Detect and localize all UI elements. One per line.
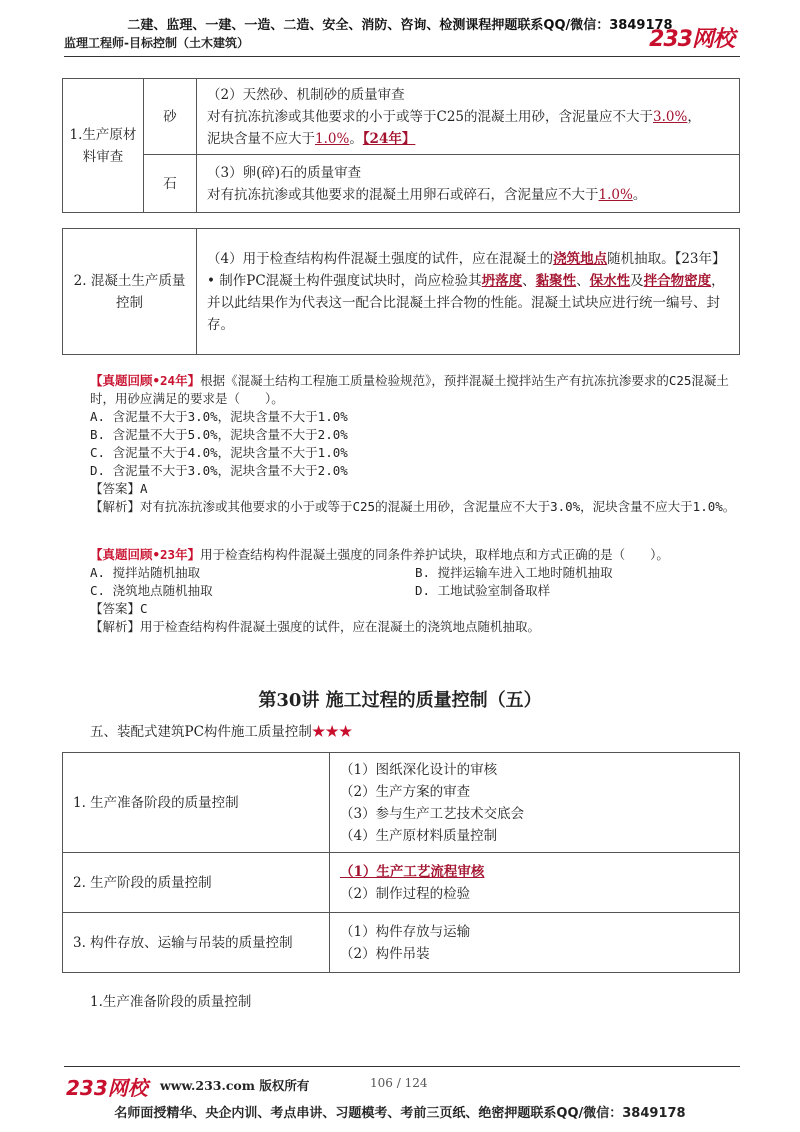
question-23-option: C. 浇筑地点随机抽取 [90, 583, 213, 598]
footer-site[interactable]: www.233.com 版权所有 [160, 1078, 310, 1093]
sand-cell: （2）天然砂、机制砂的质量审查 对有抗冻抗渗或其他要求的小于或等于C25的混凝土用砂，含泥量应不大于3.0%， 泥块含量不应大于1.0%。【24年】 [197, 79, 740, 155]
stage-items: （1）图纸深化设计的审核 （2）生产方案的审查 （3）参与生产工艺技术交底会 （4）生产原材料质量控制 [330, 753, 740, 853]
header-subtitle: 监理工程师-目标控制（土木建筑） [64, 36, 249, 50]
sand-clay-limit: 1.0% [315, 130, 350, 147]
keyword-mix-density: 拌合物密度 [643, 272, 712, 289]
lecture-title: 第30讲 施工过程的质量控制（五） [258, 690, 542, 711]
paragraph-heading: 1.生产准备阶段的质量控制 [90, 994, 252, 1010]
sand-mud-limit: 3.0% [653, 108, 688, 125]
question-24-option: B. 含泥量不大于5.0%，泥块含量不大于2.0% [90, 427, 348, 442]
footer-promo: 名师面授精华、央企内训、考点串讲、习题模考、考前三页纸、绝密押题联系QQ/微信：3849178 [114, 1106, 686, 1121]
question-24-option: D. 含泥量不大于3.0%，泥块含量不大于2.0% [90, 463, 348, 478]
question-23-option: B. 搅拌运输车进入工地时随机抽取 [415, 565, 613, 580]
stone-title: （3）卵(碎)石的质量审查 [207, 164, 362, 181]
page-number: 106 / 124 [370, 1076, 428, 1090]
question-23-analysis: 【解析】用于检查结构构件混凝土强度的试件，应在混凝土的浇筑地点随机抽取。 [90, 619, 541, 634]
keyword-cohesion: 黏聚性 [535, 272, 577, 289]
stage-label: 2. 生产阶段的质量控制 [63, 853, 330, 913]
section-heading: 五、装配式建筑PC构件施工质量控制★★★ [90, 724, 353, 740]
question-23-tag: 【真题回顾•23年】 [90, 547, 201, 562]
question-23-option: A. 搅拌站随机抽取 [90, 565, 201, 580]
stone-cell: （3）卵(碎)石的质量审查 对有抗冻抗渗或其他要求的混凝土用卵石或碎石，含泥量应不大于1.0%。 [197, 155, 740, 213]
stage-label: 1. 生产准备阶段的质量控制 [63, 753, 330, 853]
stage-label: 3. 构件存放、运输与吊装的质量控制 [63, 913, 330, 973]
question-24 [90, 372, 740, 516]
question-24-option: A. 含泥量不大于3.0%，泥块含量不大于1.0% [90, 409, 348, 424]
raw-material-table [62, 78, 740, 213]
question-23-option: D. 工地试验室制备取样 [415, 583, 551, 598]
stone-label: 石 [144, 155, 197, 213]
sand-label: 砂 [144, 79, 197, 155]
question-24-tag: 【真题回顾•24年】 [90, 373, 201, 388]
question-23 [90, 546, 740, 636]
question-24-option: C. 含泥量不大于4.0%，泥块含量不大于1.0% [90, 445, 348, 460]
keyword-process-review: （1）生产工艺流程审核 [340, 863, 485, 880]
footer-logo: 233网校 [66, 1076, 148, 1100]
header-promo: 二建、监理、一建、一造、二造、安全、消防、咨询、检测课程押题联系QQ/微信：3849178 [127, 18, 673, 33]
concrete-cell: （4）用于检查结构构件混凝土强度的试件，应在混凝土的浇筑地点随机抽取。【23年】 • 制作PC混凝土构件强度试块时，尚应检验其坍落度、黏聚性、保水性及拌合物密度，并以此结果作为代表这一配合比混凝土拌合物的性能。混凝土试块应进行统一编号、封存。 [197, 229, 740, 355]
stone-mud-limit: 1.0% [598, 186, 633, 203]
sand-title: （2）天然砂、机制砂的质量审查 [207, 86, 405, 103]
question-23-answer: 【答案】C [90, 601, 148, 616]
brand-logo: 233网校 [649, 27, 734, 52]
concrete-production-table [62, 228, 740, 355]
question-24-answer: 【答案】A [90, 481, 148, 496]
header-divider [64, 56, 740, 57]
question-23-stem: 用于检查结构构件混凝土强度的同条件养护试块，取样地点和方式正确的是（ ）。 [200, 547, 669, 562]
stage-items: （1）生产工艺流程审核 （2）制作过程的检验 [330, 853, 740, 913]
importance-stars: ★★★ [311, 724, 353, 740]
keyword-slump: 坍落度 [481, 272, 523, 289]
stage-items: （1）构件存放与运输 （2）构件吊装 [330, 913, 740, 973]
pc-quality-table [62, 752, 740, 973]
question-24-analysis: 【解析】对有抗冻抗渗或其他要求的小于或等于C25的混凝土用砂，含泥量应不大于3.0%，泥块含量不应大于1.0%。 [90, 499, 736, 514]
question-24-stem: 根据《混凝土结构工程施工质量检验规范》，预拌混凝土搅拌站生产有抗冻抗渗要求的C25混凝土时，用砂应满足的要求是（ ）。 [90, 373, 729, 406]
row-label-raw-material: 1.生产原材料审查 [63, 79, 144, 213]
keyword-pour-location: 浇筑地点 [553, 250, 608, 267]
row-label-concrete: 2. 混凝土生产质量控制 [63, 229, 197, 355]
footer-divider [64, 1066, 740, 1067]
keyword-water-retention: 保水性 [589, 272, 631, 289]
year-tag-24: 【24年】 [362, 130, 416, 147]
